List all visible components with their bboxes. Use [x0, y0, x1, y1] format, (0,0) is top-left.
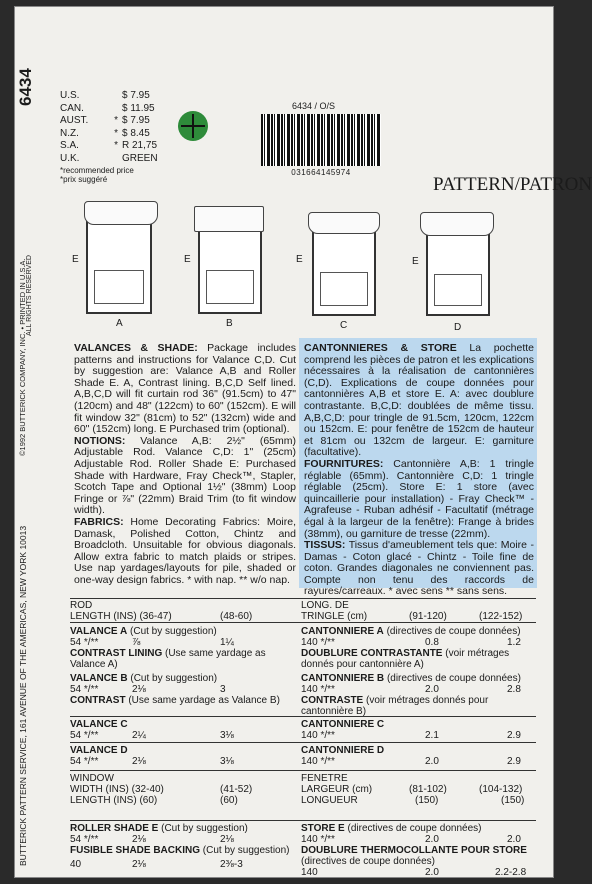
- divider: [70, 622, 536, 623]
- fabric-width: 54 */**: [70, 684, 99, 695]
- yardage-value: 2¼: [132, 730, 146, 741]
- largeur-range: (104-132): [479, 784, 523, 795]
- metrage-value: 0.8: [425, 637, 439, 648]
- price-country: U.K.: [60, 152, 80, 164]
- doublure-note: (voir métrages donnés pour cantonnière A): [301, 648, 510, 670]
- copyright-text: ©1992 BUTTERICK COMPANY, INC. • PRINTED IN U.S.A.: [18, 258, 27, 456]
- contrast-lining-note: (Use same yardage as Valance A): [70, 648, 266, 670]
- window-illustration: [86, 214, 152, 314]
- registration-mark-icon: [178, 111, 208, 141]
- roller-shade-note: (Cut by suggestion): [161, 823, 248, 834]
- window-illustration: [312, 224, 376, 316]
- longueur-range: (150): [501, 795, 525, 806]
- window-length-label: LENGTH (INS) (60): [70, 795, 158, 806]
- rod-header-row: [70, 600, 294, 622]
- tringle-label: LONG. DE: [301, 600, 349, 611]
- window-illustration: [426, 226, 490, 316]
- notions-paragraph: [74, 436, 296, 517]
- cantonnieres-paragraph: [304, 343, 534, 459]
- view-letter: C: [340, 320, 348, 331]
- valances-heading: VALANCES & SHADE:: [74, 342, 198, 354]
- price-row: [60, 115, 158, 128]
- yardage-value: 2⅛: [132, 834, 146, 845]
- window-width-range: (41-52): [220, 784, 253, 795]
- cantonniere-a-heading: CANTONNIERE A: [301, 626, 384, 637]
- metrage-value: 2.0: [507, 834, 521, 845]
- metrage-value: 2.0: [425, 867, 439, 878]
- store-e-note: (directives de coupe données): [347, 823, 482, 834]
- cantonniere-c-row: [301, 719, 536, 741]
- tringle-length-label: TRINGLE (cm): [301, 611, 368, 622]
- view-side-label: E: [296, 254, 303, 265]
- tissus-text: Tissus d'ameublement tels que: Moire - Damas - Coton glacé - Chintz - Toile fine de coton. Grandes diagonales ne conviennent pas. Compte non tenu des raccords de rayures/carreaux. * avec sens ** sans sens.: [304, 539, 534, 598]
- contrast-heading: CONTRAST: [70, 695, 126, 706]
- cantonniere-d-heading: CANTONNIERE D: [301, 745, 385, 756]
- window-pane: [206, 270, 254, 304]
- yardage-value: 2⅛: [132, 859, 146, 870]
- store-e-row: [301, 823, 536, 878]
- doublure-thermo-heading: DOUBLURE THERMOCOLLANTE POUR STORE: [301, 845, 527, 856]
- metrage-value: 2.8: [507, 684, 521, 695]
- contraste-note: (voir métrages donnés pour cantonnière B): [301, 695, 489, 717]
- view-letter: D: [454, 322, 462, 333]
- view-side-label: E: [72, 254, 79, 265]
- contrast-row: [70, 695, 294, 706]
- metrage-value: 2.0: [425, 834, 439, 845]
- fabric-width: 140 */**: [301, 756, 335, 767]
- price-row: [60, 153, 158, 166]
- tringle-range: (122-152): [479, 611, 523, 622]
- cantonniere-b-note: (directives de coupe données): [386, 673, 521, 684]
- cantonniere-c-heading: CANTONNIERE C: [301, 719, 385, 730]
- tissus-heading: TISSUS:: [304, 539, 346, 552]
- divider: [70, 770, 536, 771]
- address-text: BUTTERICK PATTERN SERVICE, 161 AVENUE OF THE AMERICAS, NEW YORK 10013: [18, 525, 28, 866]
- price-row: [60, 140, 158, 153]
- price-mark: *: [114, 140, 118, 151]
- fabric-width: 54 */**: [70, 756, 99, 767]
- valance-d-heading: VALANCE D: [70, 745, 128, 756]
- fabric-width: 54 */**: [70, 730, 99, 741]
- price-table: [60, 90, 158, 184]
- metrage-value: 2.9: [507, 730, 521, 741]
- valance-d-row: [70, 745, 294, 767]
- window-pane: [320, 272, 368, 306]
- price-row: [60, 90, 158, 103]
- roller-shade-row: [70, 823, 294, 870]
- roller-shade-heading: ROLLER SHADE E: [70, 823, 159, 834]
- window-pane: [434, 274, 482, 306]
- price-mark: [106, 103, 118, 116]
- valance-b-heading: VALANCE B: [70, 673, 128, 684]
- price-mark: [106, 90, 118, 103]
- valance-a-heading: VALANCE A: [70, 626, 128, 637]
- price-country: AUST.: [60, 115, 89, 126]
- contrast-note: (Use same yardage as Valance B): [128, 695, 280, 706]
- fabric-width: 140 */**: [301, 684, 335, 695]
- doublure-row: [301, 648, 536, 670]
- rod-length-label: LENGTH (INS) (36-47): [70, 611, 172, 622]
- fabric-width: 140 */**: [301, 730, 335, 741]
- store-e-heading: STORE E: [301, 823, 345, 834]
- price-country: N.Z.: [60, 127, 79, 139]
- view-letter: A: [116, 318, 123, 329]
- fabric-width: 140 */**: [301, 637, 335, 648]
- metrage-value: 2.0: [425, 756, 439, 767]
- yardage-value: 3⅛: [220, 730, 234, 741]
- metrage-value: 2.2-2.8: [495, 867, 527, 878]
- rod-label: ROD: [70, 600, 93, 611]
- divider: [70, 598, 536, 599]
- fabrics-text: Home Decorating Fabrics: Moire, Damask, Polished Cotton, Chintz and Broadcloth. Unsuitable for obvious diagonals. Allow extra fabric to match plaids or stripes. Use nap yardages/layouts for pile, shaded or one-way design fabrics. * with nap. ** w/o nap.: [74, 515, 296, 586]
- window-illustration: [198, 218, 262, 314]
- fournitures-heading: FOURNITURES:: [304, 457, 384, 470]
- metrage-value: 1.2: [507, 637, 521, 648]
- valances-text: Package includes patterns and instructions for Valance C,D. Cut by suggestion are: Valance A,B and Roller Shade E. A, Contrast lining. B,C,D Self lined. A,B,C,D will fit curtain rod 36" (91.5cm) to 47" (120cm) and 48" (122cm) to 60" (152cm). E will fit window 32" (81cm) to 52" (132cm) wide and 60" (152cm) long. E Purchased trim (optional).: [74, 342, 296, 436]
- view-side-label: E: [412, 256, 419, 267]
- pattern-size-label: 6434 / O/S: [292, 101, 336, 111]
- barcode: [261, 114, 381, 180]
- fenetre-header-row: [301, 773, 536, 806]
- price-value: GREEN: [122, 152, 158, 164]
- valance-illustration: [308, 212, 380, 234]
- fabric-width: 54 */**: [70, 834, 99, 845]
- side-text: [16, 68, 36, 876]
- fournitures-paragraph: [304, 459, 534, 540]
- pattern-envelope: [14, 6, 592, 878]
- contrast-lining-row: [70, 648, 294, 670]
- barcode-bars-icon: [261, 114, 381, 166]
- rod-length-range: (48-60): [220, 611, 253, 622]
- yardage-value: 2⅜-3: [220, 859, 243, 870]
- price-row: [60, 103, 158, 116]
- yardage-value: 3: [220, 684, 226, 695]
- price-mark: [106, 153, 118, 166]
- side-pattern-number: 6434: [16, 68, 35, 106]
- largeur-range: (81-102): [409, 784, 447, 795]
- valance-c-row: [70, 719, 294, 741]
- metrage-value: 2.1: [425, 730, 439, 741]
- valance-illustration: [194, 206, 264, 232]
- window-header-row: [70, 773, 294, 806]
- price-row: [60, 128, 158, 141]
- yardage-value: 1¼: [220, 637, 234, 648]
- yardage-value: 2⅛: [132, 684, 146, 695]
- french-description: [304, 343, 534, 598]
- yardage-value: 3⅛: [220, 756, 234, 767]
- fabrics-paragraph: [74, 517, 296, 587]
- divider: [70, 820, 536, 821]
- price-note: *recommended price: [60, 166, 134, 175]
- cantonniere-a-row: [301, 626, 536, 648]
- longueur-label: LONGUEUR: [301, 795, 358, 806]
- valance-c-heading: VALANCE C: [70, 719, 128, 730]
- valance-b-row: [70, 673, 294, 695]
- window-label: WINDOW: [70, 773, 114, 784]
- valance-b-note: (Cut by suggestion): [130, 673, 218, 684]
- fournitures-text: Cantonnière A,B: 1 tringle réglable (65mm). Cantonnière C,D: 1 tringle réglable (25cm). Store E: 1 store (avec quincaillerie pour installation) - Fray Check™ - Agrafeuse - Ruban adhésif - Facultatif (métrage égal à la largeur de la fenêtre): Frange à brides (38mm), ou garniture de tresse (22mm).: [304, 457, 534, 540]
- divider: [70, 742, 536, 743]
- rights-text: ALL RIGHTS RESERVED: [26, 255, 33, 336]
- price-country: CAN.: [60, 102, 84, 114]
- cantonniere-b-row: [301, 673, 536, 695]
- price-mark: *: [114, 115, 118, 126]
- longueur-range: (150): [415, 795, 439, 806]
- cantonniere-b-heading: CANTONNIERE B: [301, 673, 385, 684]
- barcode-number: 031664145974: [291, 168, 351, 177]
- price-value: $ 7.95: [122, 115, 150, 126]
- english-description: [74, 343, 296, 586]
- valance-a-note: (Cut by suggestion): [130, 626, 217, 637]
- valance-illustration: [84, 201, 158, 225]
- pattern-label: PATTERN/PATRON: [433, 174, 592, 195]
- yardage-value: ⅞: [132, 637, 141, 648]
- contraste-row: [301, 695, 536, 717]
- largeur-label: LARGEUR (cm): [301, 784, 373, 795]
- window-length-range: (60): [220, 795, 238, 806]
- view-side-label: E: [184, 254, 191, 265]
- notions-text: Valance A,B: 2½" (65mm) Adjustable Rod. Valance C,D: 1" (25cm) Adjustable Rod. Roller Shade E: Purchased Shade with Hardware, Fray Check™, Stapler, Scotch Tape and Optional 1½" (38mm) Loop Fringe or ⅞" (22mm) Braid Trim (to fit window width).: [74, 434, 296, 517]
- doublure-heading: DOUBLURE CONTRASTANTE: [301, 648, 443, 659]
- contrast-lining-heading: CONTRAST LINING: [70, 648, 163, 659]
- tissus-paragraph: [304, 540, 534, 598]
- price-value: $ 7.95: [122, 90, 150, 101]
- doublure-thermo-note: (directives de coupe données): [301, 856, 435, 867]
- cantonniere-a-note: (directives de coupe données): [386, 626, 521, 637]
- metrage-value: 2.9: [507, 756, 521, 767]
- price-note: *prix suggéré: [60, 175, 108, 184]
- contraste-heading: CONTRASTE: [301, 695, 364, 706]
- fabric-width: 54 */**: [70, 637, 99, 648]
- valances-paragraph: [74, 343, 296, 436]
- view-letter: B: [226, 318, 233, 329]
- price-country: S.A.: [60, 140, 79, 151]
- fusible-backing-note: (Cut by suggestion): [202, 845, 290, 856]
- yardage-value: 2⅛: [220, 834, 234, 845]
- tringle-header-row: [301, 600, 536, 622]
- fenetre-label: FENETRE: [301, 773, 348, 784]
- valance-illustration: [420, 212, 494, 236]
- fabrics-heading: FABRICS:: [74, 515, 124, 528]
- metrage-value: 2.0: [425, 684, 439, 695]
- yardage-value: 2⅛: [132, 756, 146, 767]
- tringle-range: (91-120): [409, 611, 447, 622]
- price-value: R 21,75: [122, 140, 158, 151]
- window-width-label: WIDTH (INS) (32-40): [70, 784, 164, 795]
- cantonniere-d-row: [301, 745, 536, 767]
- window-pane: [94, 270, 144, 304]
- fusible-backing-heading: FUSIBLE SHADE BACKING: [70, 845, 201, 856]
- price-value: $ 8.45: [122, 127, 150, 139]
- valance-a-row: [70, 626, 294, 648]
- fabric-width: 40: [70, 859, 82, 870]
- cantonnieres-heading: CANTONNIERES & STORE: [304, 342, 457, 354]
- price-value: $ 11.95: [122, 102, 155, 114]
- price-country: U.S.: [60, 90, 80, 101]
- notions-heading: NOTIONS:: [74, 434, 126, 447]
- price-mark: *: [114, 127, 118, 139]
- fabric-width: 140: [301, 867, 318, 878]
- cantonnieres-text: La pochette comprend les pièces de patron et les explications nécessaires à la réalisation de cantonnières (C,D). Explications de coupe données pour cantonnières A,B et store E. A: avec doublure contrastante. B,C,D: doublées de même tissu. A,B,C,D: pour tringle de 91.5cm, 120cm, 122cm ou 152cm. E: pour fenêtre de 152cm de hauteur et 81cm ou 132cm de largeur. E: garniture (facultative).: [304, 342, 534, 459]
- fabric-width: 140 */**: [301, 834, 335, 845]
